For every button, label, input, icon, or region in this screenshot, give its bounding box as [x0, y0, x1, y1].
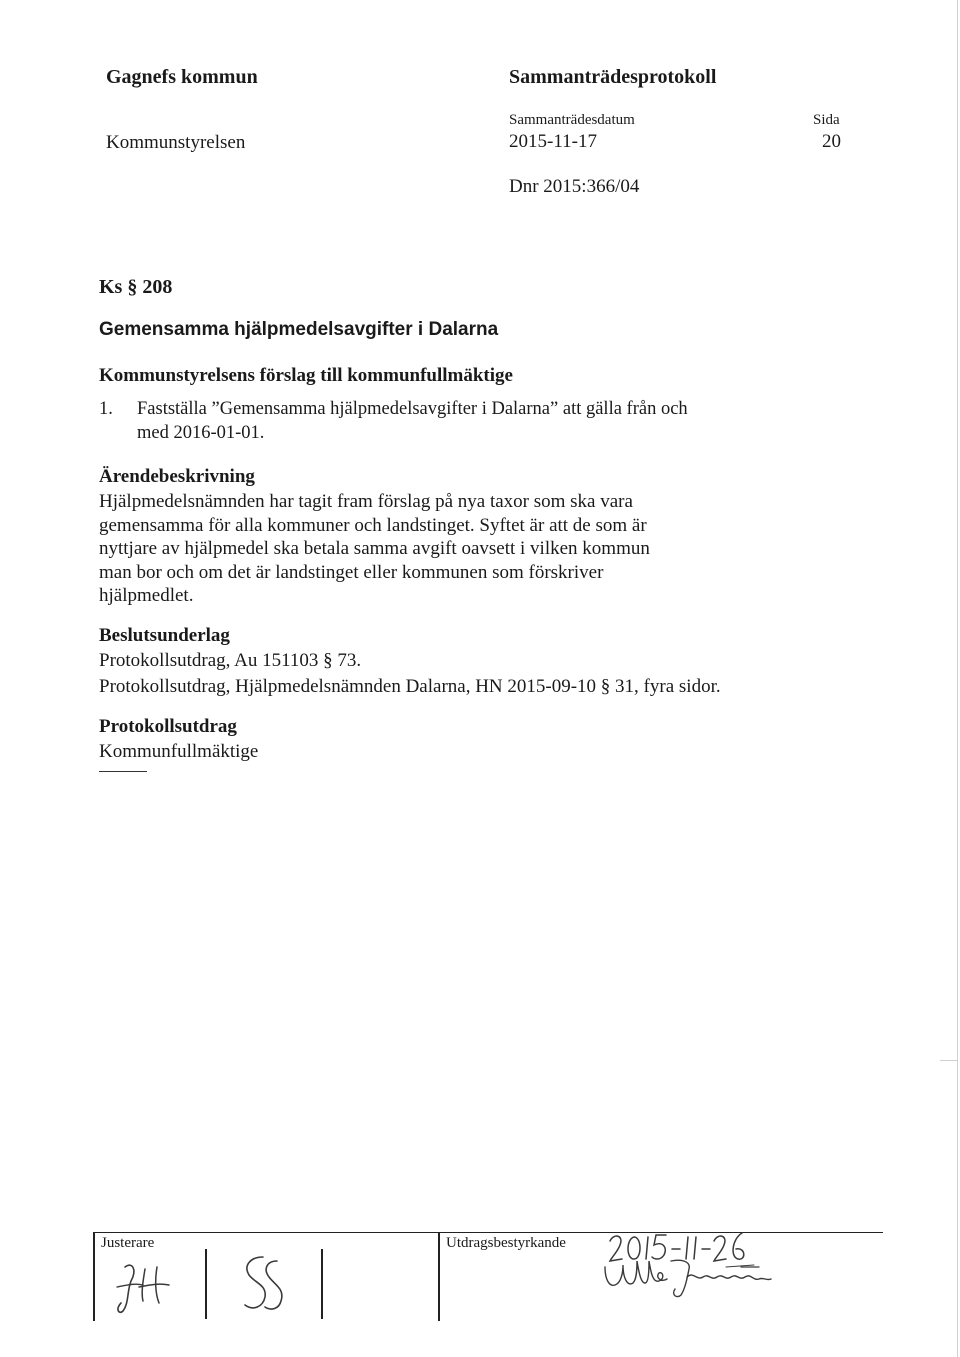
left-border [93, 1233, 95, 1321]
basis-heading: Beslutsunderlag [99, 625, 230, 646]
committee-name: Kommunstyrelsen [106, 132, 246, 153]
section-title: Gemensamma hjälpmedelsavgifter i Dalarna [99, 319, 499, 340]
adjusters-label: Justerare [101, 1235, 155, 1251]
basis-line-2: Protokollsutdrag, Hjälpmedelsnämnden Dalarna, HN 2015-09-10 § 31, fyra sidor. [99, 676, 721, 697]
meeting-date-value: 2015-11-17 [509, 131, 597, 152]
adjuster-initials-2-signature [223, 1251, 303, 1322]
extract-heading: Protokollsutdrag [99, 716, 237, 737]
description-line-1: Hjälpmedelsnämnden har tagit fram förslag på nya taxor som ska vara [99, 491, 633, 512]
description-heading: Ärendebeskrivning [99, 466, 255, 487]
description-line-5: hjälpmedlet. [99, 585, 194, 606]
proposal-heading: Kommunstyrelsens förslag till kommunfullmäktige [99, 365, 513, 386]
municipality-name: Gagnefs kommun [106, 66, 258, 88]
adjuster-initials-1-signature [113, 1257, 183, 1324]
proposal-item-line-2: med 2016-01-01. [137, 423, 265, 443]
diary-number: Dnr 2015:366/04 [509, 176, 640, 197]
certifier-signature [601, 1255, 781, 1304]
meeting-date-label: Sammanträdesdatum [509, 112, 635, 128]
certification-divider [438, 1233, 440, 1321]
description-line-3: nyttjare av hjälpmedel ska betala samma avgift oavsett i vilken kommun [99, 538, 650, 559]
document-type: Sammanträdesprotokoll [509, 66, 717, 88]
end-rule [99, 771, 147, 772]
initials-divider-2 [321, 1249, 323, 1319]
extract-recipient: Kommunfullmäktige [99, 741, 259, 762]
basis-line-1: Protokollsutdrag, Au 151103 § 73. [99, 650, 362, 671]
signature-box [93, 1232, 883, 1321]
scan-mark [940, 1060, 958, 1061]
proposal-item-line-1: Fastställa ”Gemensamma hjälpmedelsavgifter i Dalarna” att gälla från och [137, 399, 688, 419]
description-line-4: man bor och om det är landstinget eller kommunen som förskriver [99, 561, 604, 583]
scan-edge [957, 0, 958, 1357]
section-number: Ks § 208 [99, 276, 173, 298]
certification-label: Utdragsbestyrkande [446, 1235, 566, 1251]
description-line-2: gemensamma för alla kommuner och landstinget. Syftet är att de som är [99, 514, 647, 536]
initials-divider-1 [205, 1249, 207, 1319]
page-label: Sida [813, 112, 840, 128]
page-number: 20 [822, 131, 841, 152]
proposal-item-number: 1. [99, 399, 113, 419]
